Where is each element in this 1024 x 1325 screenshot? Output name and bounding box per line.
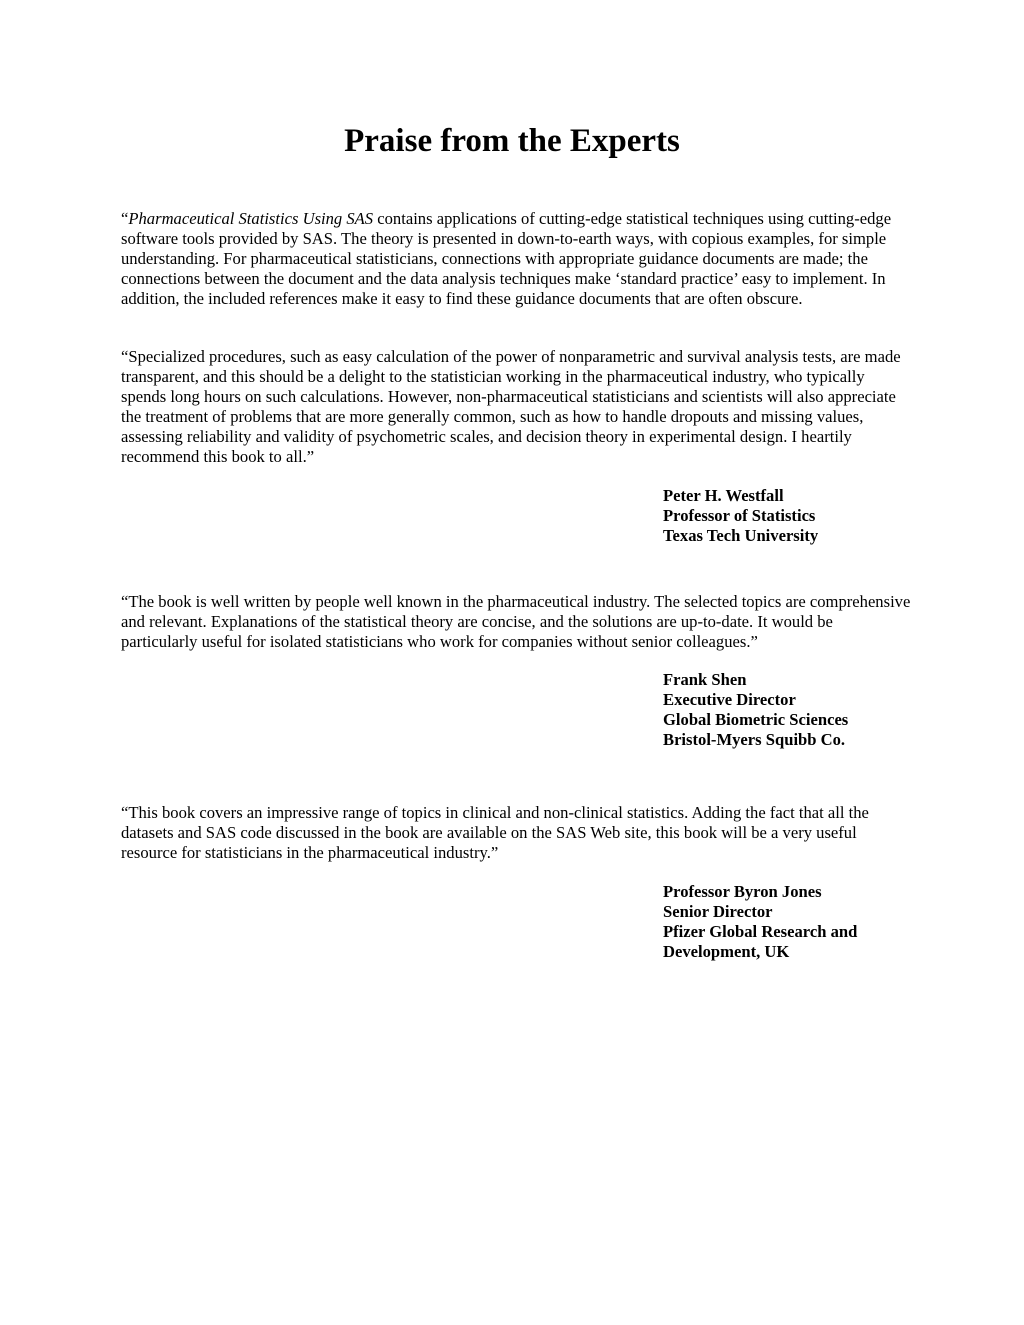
open-quote: “: [121, 209, 129, 228]
page-title: Praise from the Experts: [344, 123, 680, 159]
signature-name: Peter H. Westfall: [663, 486, 784, 505]
testimonial-2-paragraph: “The book is well written by people well known in the pharmaceutical industry. The selected topics are comprehensive and relevant. Explanations of the statistical theory are concise, and the solutions are up-to-date. It would be particularly useful for isolated statisticians who work for companies without senior colleagues.”: [121, 592, 911, 651]
signature-title: Professor of Statistics: [663, 506, 816, 525]
signature-affiliation: Pfizer Global Research and: [663, 922, 858, 941]
testimonial-1-paragraph-2: “Specialized procedures, such as easy calculation of the power of nonparametric and survival analysis tests, are made transparent, and this should be a delight to the statistician working in the pharmaceutical industry, who typically spends long hours on such calculations. However, non-pharmaceutical statisticians and scientists will also appreciate the treatment of problems that are more generally common, such as how to handle dropouts and missing values, assessing reliability and validity of psychometric scales, and decision theory in experimental design. I heartily recommend this book to all.”: [121, 347, 901, 466]
signature-name: Professor Byron Jones: [663, 882, 822, 901]
signature-affiliation-cont: Development, UK: [663, 942, 790, 961]
testimonial-3-paragraph: “This book covers an impressive range of topics in clinical and non-clinical statistics. Adding the fact that all the datasets and SAS code discussed in the book are available on the SAS Web site, this book will be a very useful resource for statisticians in the pharmaceutical industry.”: [121, 803, 869, 862]
signature-title: Senior Director: [663, 902, 773, 921]
testimonial-2-signature: [663, 670, 983, 750]
signature-title: Executive Director: [663, 690, 796, 709]
signature-affiliation: Global Biometric Sciences: [663, 710, 849, 729]
testimonial-1-signature: [663, 486, 983, 546]
testimonial-1-paragraph-1: [121, 209, 911, 309]
book-title: Pharmaceutical Statistics Using SAS: [128, 209, 374, 228]
signature-company: Bristol-Myers Squibb Co.: [663, 730, 846, 749]
signature-affiliation: Texas Tech University: [663, 526, 819, 545]
testimonial-text: contains applications of cutting-edge statistical techniques using cutting-edge software tools provided by SAS. The theory is presented in down-to-earth ways, with copious examples, for simple understanding. For pharmaceutical statisticians, connections with appropriate guidance documents are made; the connections between the document and the data analysis techniques make ‘standard practice’ easy to implement. In addition, the included references make it easy to find these guidance documents that are often obscure.: [121, 209, 892, 308]
signature-name: Frank Shen: [663, 670, 747, 689]
testimonial-3-signature: [663, 882, 983, 962]
